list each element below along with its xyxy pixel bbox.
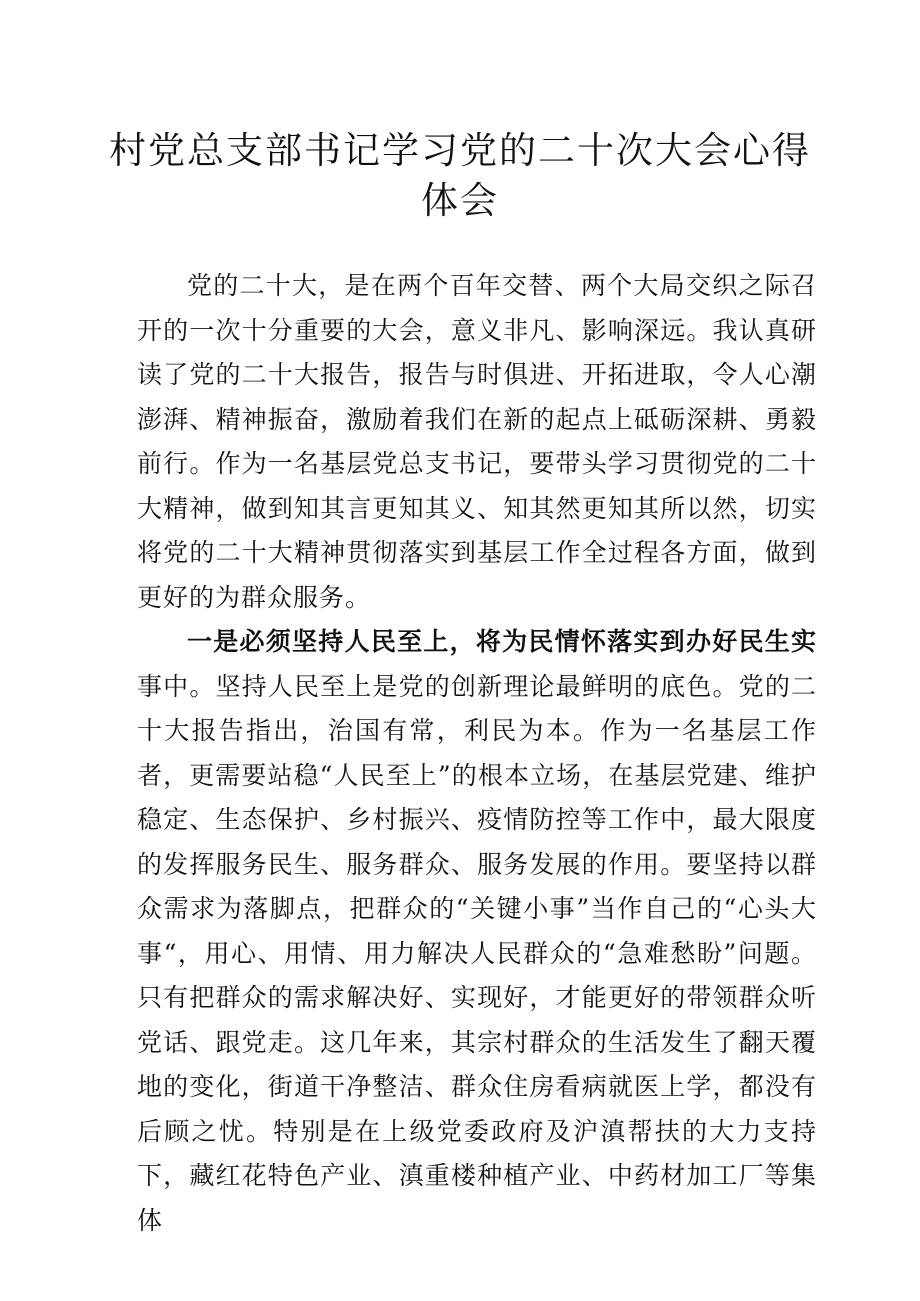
title-line-1: 村党总支部书记学习党的二十次大会心得 <box>109 129 811 172</box>
paragraph-point-one-lead: 一是必须坚持人民至上，将为民情怀落实到办好民生实 <box>187 627 817 656</box>
paragraph-intro-text: 党的二十大，是在两个百年交替、两个大局交织之际召开的一次十分重要的大会，意义非凡、影响深远。我认真研读了党的二十大报告，报告与时俱进、开拓进取，令人心潮澎湃、精神振奋，激励着我们在新的起点上砥砺深耕、勇毅前行。作为一名基层党总支书记，要带头学习贯彻党的二十大精神，做到知其言更知其义、知其然更知其所以然，切实将党的二十大精神贯彻落实到基层工作全过程各方面，做到更好的为群众服务。 <box>137 271 817 612</box>
paragraph-point-one-text: 事中。坚持人民至上是党的创新理论最鲜明的底色。党的二十大报告指出，治国有常，利民为本。作为一名基层工作者，更需要站稳“人民至上”的根本立场，在基层党建、维护稳定、生态保护、乡村振兴、疫情防控等工作中，最大限度的发挥服务民生、服务群众、服务发展的作用。要坚持以群众需求为落脚点，把群众的“关键小事”当作自己的“心头大事“，用心、用情、用力解决人民群众的“急难愁盼”问题。只有把群众的需求解决好、实现好，才能更好的带领群众听党话、跟党走。这几年来，其宗村群众的生活发生了翻天覆地的变化，街道干净整洁、群众住房看病就医上学，都没有后顾之忧。特别是在上级党委政府及沪滇帮扶的大力支持下，藏红花特色产业、滇重楼种植产业、中药材加工厂等集体 <box>137 671 817 1235</box>
paragraph-intro <box>137 264 817 620</box>
title-line-2: 体会 <box>421 179 499 222</box>
paragraph-point-one <box>137 620 817 1243</box>
document-title <box>0 126 920 226</box>
document-body <box>137 264 817 1243</box>
